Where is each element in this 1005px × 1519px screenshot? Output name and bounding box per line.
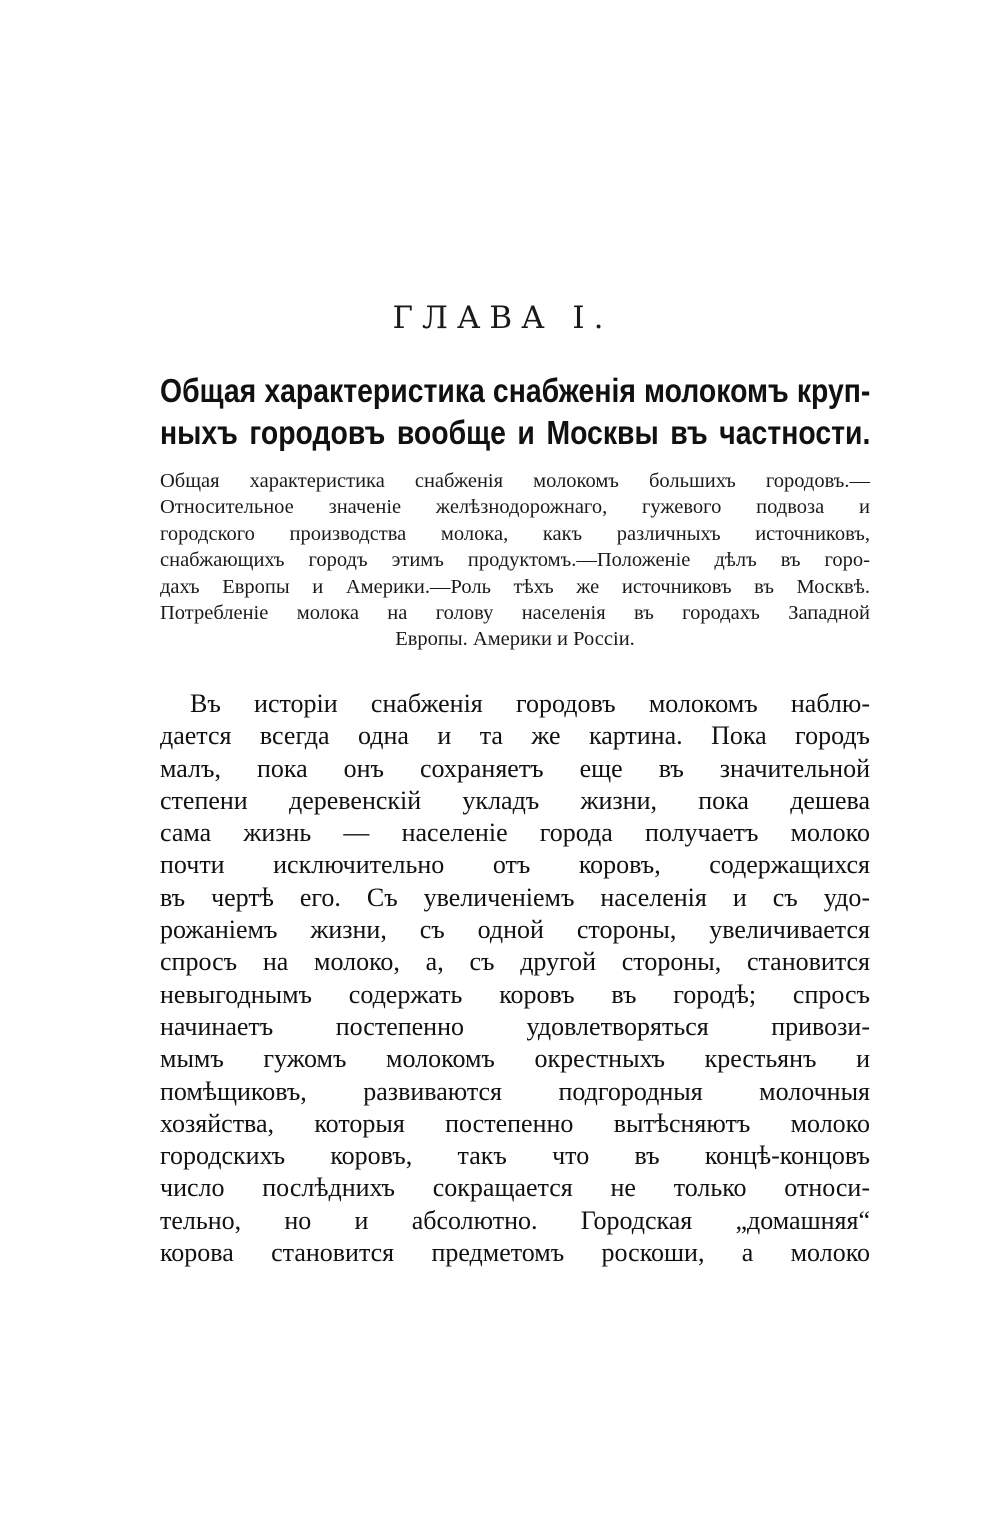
paragraph-line: тельно, но и абсолютно. Городская „домашняя“ <box>160 1205 870 1235</box>
summary-line: Европы. Америки и Россіи. <box>395 628 635 651</box>
body-paragraph <box>160 688 870 1269</box>
summary-line: Относительное значеніе желѣзнодорожнаго, гужевого подвоза и <box>160 496 870 519</box>
chapter-summary <box>160 468 870 653</box>
paragraph-line: хозяйства, которыя постепенно вытѣсняютъ молоко <box>160 1108 870 1138</box>
paragraph-line: рожаніемъ жизни, съ одной стороны, увеличивается <box>160 915 870 945</box>
paragraph-line: мымъ гужомъ молокомъ окрестныхъ крестьянъ и <box>160 1044 870 1074</box>
summary-line: Потребленіе молока на голову населенія въ городахъ Западной <box>160 602 870 625</box>
paragraph-line: помѣщиковъ, развиваются подгородныя молочныя <box>160 1076 870 1106</box>
paragraph-line: почти исключительно отъ коровъ, содержащихся <box>160 850 870 880</box>
paragraph-line: невыгоднымъ содержать коровъ въ городѣ; спросъ <box>160 979 870 1009</box>
paragraph-line: сама жизнь — населеніе города получаетъ молоко <box>160 818 870 848</box>
chapter-title-line: ныхъ городовъ вообще и Москвы въ частности. <box>160 414 871 451</box>
paragraph-line: степени деревенскій укладъ жизни, пока дешева <box>160 785 870 815</box>
paragraph-line: малъ, пока онъ сохраняетъ еще въ значительной <box>160 753 870 783</box>
paragraph-line: начинаетъ постепенно удовлетворяться привози- <box>160 1011 870 1041</box>
chapter-title <box>160 370 871 454</box>
chapter-heading: ГЛАВА I. <box>392 300 613 336</box>
paragraph-line: городскихъ коровъ, такъ что въ концѣ-концовъ <box>160 1141 870 1171</box>
paragraph-line: Въ исторіи снабженія городовъ молокомъ наблю- <box>190 689 870 718</box>
summary-line: дахъ Европы и Америки.—Роль тѣхъ же источниковъ въ Москвѣ. <box>160 575 870 598</box>
paragraph-line: число послѣднихъ сокращается не только относи- <box>160 1173 870 1203</box>
summary-line: Общая характеристика снабженія молокомъ большихъ городовъ.— <box>160 470 870 492</box>
summary-line: снабжающихъ городъ этимъ продуктомъ.—Положеніе дѣлъ въ горо- <box>160 549 870 572</box>
summary-line: городского производства молока, какъ различныхъ источниковъ, <box>160 522 870 545</box>
paragraph-line: спросъ на молоко, а, съ другой стороны, становится <box>160 947 870 977</box>
chapter-title-line: Общая характеристика снабженія молокомъ круп- <box>160 372 871 409</box>
paragraph-line: дается всегда одна и та же картина. Пока городъ <box>160 721 870 751</box>
paragraph-line: въ чертѣ его. Съ увеличеніемъ населенія и съ удо- <box>160 882 870 912</box>
paragraph-line: корова становится предметомъ роскоши, а молоко <box>160 1238 870 1268</box>
